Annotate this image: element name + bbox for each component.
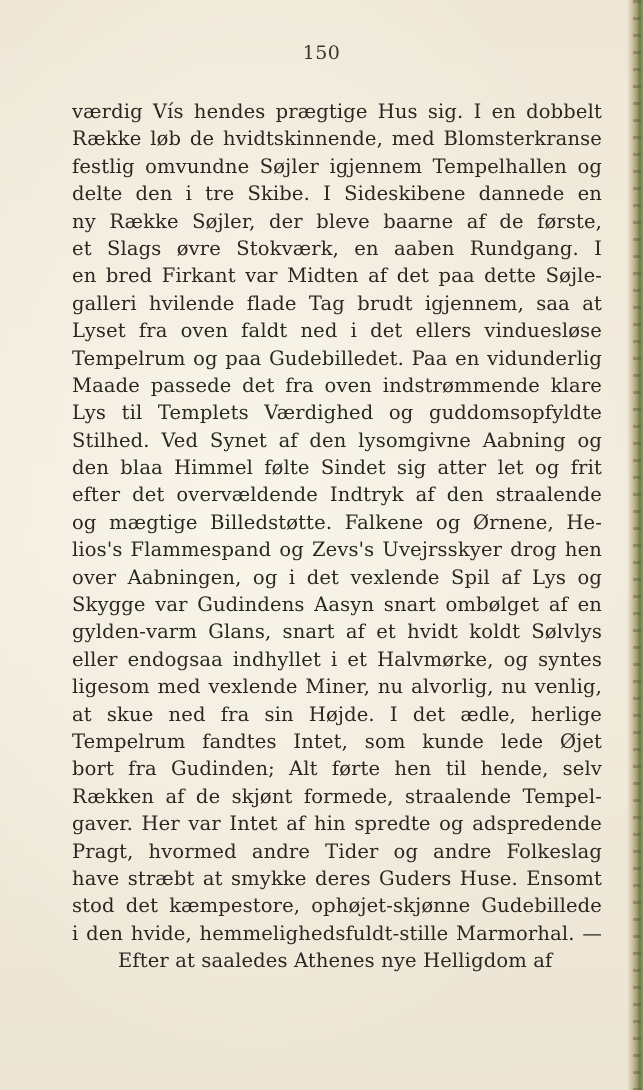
text-line: Tempelrum og paa Gudebilledet. Paa en vidunderlig — [72, 346, 602, 370]
text-line: Lyset fra oven faldt ned i det ellers vinduesløse — [72, 319, 602, 343]
text-line: Maade passede det fra oven indstrømmende klare — [72, 373, 602, 397]
text-line: Skygge var Gudindens Aasyn snart ombølget af en — [72, 593, 602, 617]
text-line: en bred Firkant var Midten af det paa dette Søjle- — [72, 264, 602, 288]
page-edge-texture — [633, 0, 641, 1090]
text-line: gylden-varm Glans, snart af et hvidt koldt Sølvlys — [72, 620, 602, 644]
text-line: Rækken af de skjønt formede, straalende Tempel- — [72, 784, 602, 808]
text-line: gaver. Her var Intet af hin spredte og adspredende — [72, 812, 602, 836]
text-line: Stilhed. Ved Synet af den lysomgivne Aabning og — [72, 428, 602, 452]
page-number: 150 — [302, 42, 341, 64]
text-line: have stræbt at smykke deres Guders Huse. Ensomt — [72, 866, 602, 890]
text-line: festlig omvundne Søjler igjennem Tempelhallen og — [72, 154, 602, 178]
text-line: stod det kæmpestore, ophøjet-skjønne Gudebillede — [72, 894, 602, 918]
text-line: efter det overvældende Indtryk af den straalende — [72, 483, 602, 507]
text-line: den blaa Himmel følte Sindet sig atter let og frit — [72, 456, 602, 480]
text-line: Tempelrum fandtes Intet, som kunde lede Øjet — [72, 729, 602, 753]
text-line: over Aabningen, og i det vexlende Spil af Lys og — [72, 565, 602, 589]
text-line: og mægtige Billedstøtte. Falkene og Ørnene, He- — [72, 510, 602, 534]
text-line: Række løb de hvidtskinnende, med Blomsterkranse — [72, 127, 602, 151]
text-line: at skue ned fra sin Højde. I det ædle, herlige — [72, 702, 602, 726]
text-line: et Slags øvre Stokværk, en aaben Rundgang. I — [72, 236, 602, 260]
body-text — [72, 98, 602, 975]
text-line: bort fra Gudinden; Alt førte hen til hende, selv — [72, 757, 602, 781]
text-line: ligesom med vexlende Miner, nu alvorlig, nu venlig, — [72, 675, 602, 699]
text-line: Pragt, hvormed andre Tider og andre Folkeslag — [72, 839, 602, 863]
text-line: Efter at saaledes Athenes nye Helligdom af — [118, 949, 553, 973]
text-line: i den hvide, hemmelighedsfuldt-stille Marmorhal. — — [72, 921, 602, 945]
text-line: delte den i tre Skibe. I Sideskibene dannede en — [72, 182, 602, 206]
text-line: Lys til Templets Værdighed og guddomsopfyldte — [72, 401, 602, 425]
text-line: eller endogsaa indhyllet i et Halvmørke, og syntes — [72, 647, 602, 671]
text-line: lios's Flammespand og Zevs's Uvejrsskyer drog hen — [72, 538, 602, 562]
text-line: værdig Vís hendes prægtige Hus sig. I en dobbelt — [72, 100, 602, 123]
text-line: ny Række Søjler, der bleve baarne af de første, — [72, 209, 602, 233]
text-line: galleri hvilende flade Tag brudt igjennem, saa at — [72, 291, 602, 315]
